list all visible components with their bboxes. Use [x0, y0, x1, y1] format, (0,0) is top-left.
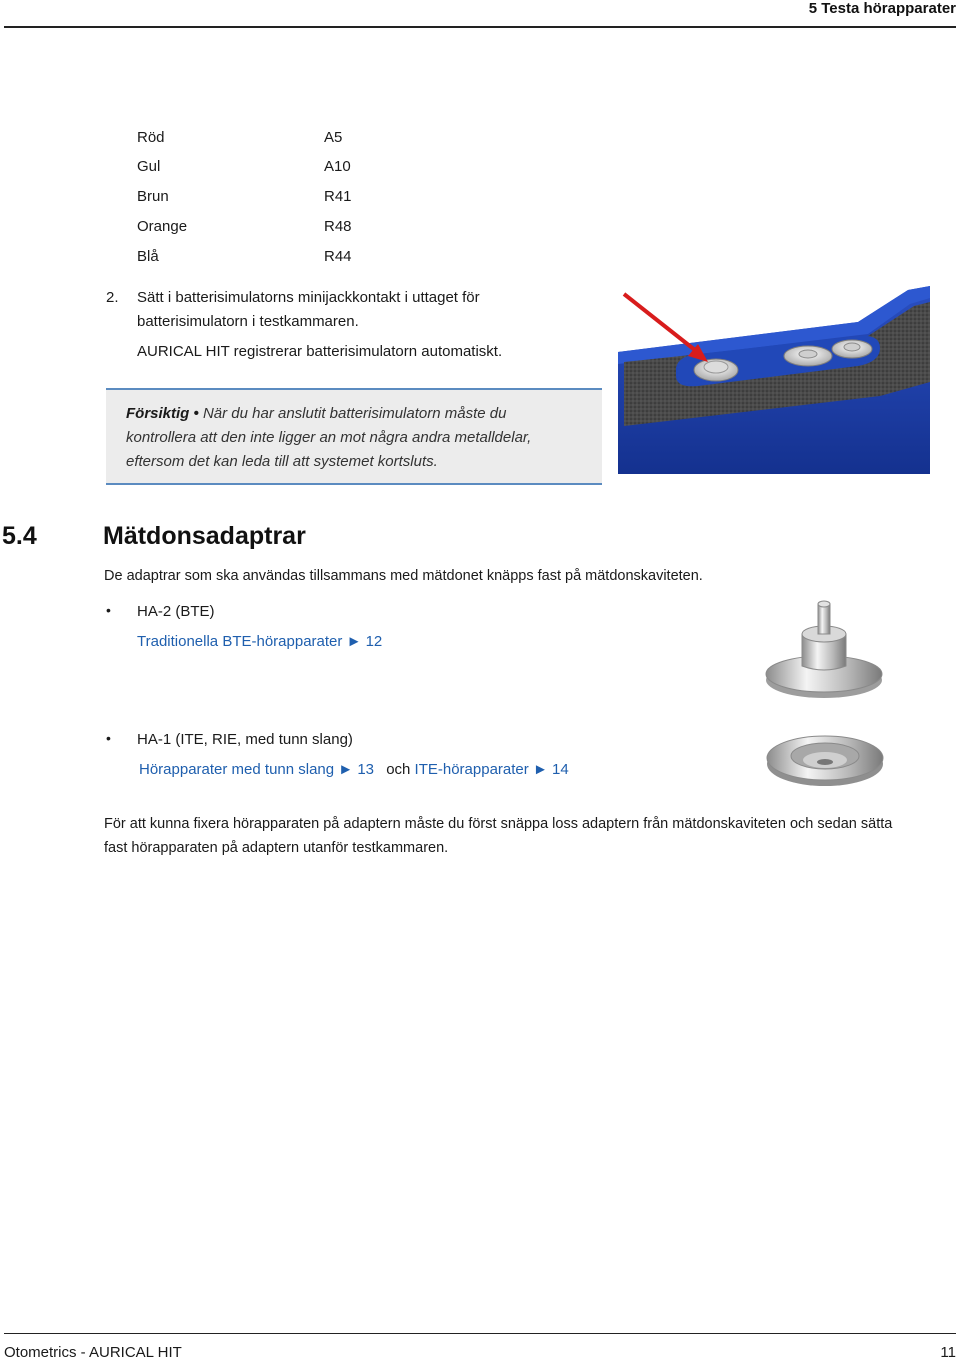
battery-size: A5 — [324, 129, 343, 146]
caution-line: eftersom det kan leda till att systemet kortsluts. — [126, 453, 438, 470]
table-row — [137, 218, 352, 238]
ha2-adapter-image — [762, 598, 890, 706]
adapter-reference[interactable] — [139, 758, 569, 782]
paragraph-line: fast hörapparaten på adaptern utanför testkammaren. — [104, 840, 449, 856]
footer-page-number: 11 — [940, 1344, 956, 1361]
caution-message: När du har anslutit batterisimulatorn måste du — [202, 405, 507, 422]
step-line: batterisimulatorn i testkammaren. — [137, 313, 359, 330]
page-number-link[interactable]: 14 — [551, 761, 569, 778]
section-intro: De adaptrar som ska användas tillsammans med mätdonet knäpps fast på mätdonskaviteten. — [104, 568, 703, 584]
adapter-reference[interactable] — [137, 630, 382, 654]
battery-simulator-socket-image — [618, 286, 930, 474]
battery-color: Gul — [137, 158, 161, 175]
section-number: 5.4 — [2, 522, 37, 550]
table-row — [137, 248, 352, 268]
ha1-adapter-image — [762, 724, 890, 792]
page-arrow-icon: ► — [346, 633, 362, 650]
step-line: Sätt i batterisimulatorns minijackkontakt i uttaget för — [137, 289, 480, 306]
header-divider — [4, 26, 956, 28]
adapter-name: HA-1 (ITE, RIE, med tunn slang) — [137, 731, 353, 748]
battery-size: R44 — [324, 248, 352, 265]
page-number-link[interactable]: 12 — [365, 633, 383, 650]
battery-size: A10 — [324, 158, 351, 175]
battery-color: Blå — [137, 248, 159, 265]
battery-size: R41 — [324, 188, 352, 205]
caution-line — [126, 402, 596, 426]
page-header-title: 5 Testa hörapparater — [808, 0, 956, 17]
battery-color: Röd — [137, 129, 165, 146]
cross-reference-link[interactable]: Traditionella BTE-hörapparater — [137, 633, 343, 650]
step-text — [137, 286, 597, 364]
page-arrow-icon: ► — [338, 761, 354, 778]
footer-document-title: Otometrics - AURICAL HIT — [4, 1344, 182, 1361]
footer-divider — [4, 1333, 956, 1334]
closing-paragraph — [104, 812, 944, 860]
section-title: Mätdonsadaptrar — [103, 522, 306, 550]
table-row — [137, 129, 343, 149]
adapter-name: HA-2 (BTE) — [137, 603, 215, 620]
caution-line: kontrollera att den inte ligger an mot några andra metalldelar, — [126, 429, 532, 446]
reference-joiner: och — [386, 761, 411, 778]
caution-separator: • — [193, 405, 199, 422]
step-number: 2. — [106, 289, 119, 306]
battery-size: R48 — [324, 218, 352, 235]
step-result: AURICAL HIT registrerar batterisimulatorn automatiskt. — [137, 343, 503, 360]
page-number-link[interactable]: 13 — [357, 761, 375, 778]
page-arrow-icon: ► — [532, 761, 548, 778]
battery-color: Brun — [137, 188, 169, 205]
cross-reference-link[interactable]: ITE-hörapparater — [414, 761, 529, 778]
caution-text — [126, 402, 596, 474]
cross-reference-link[interactable]: Hörapparater med tunn slang — [139, 761, 335, 778]
bullet-marker: • — [106, 730, 111, 746]
table-row — [137, 188, 352, 208]
battery-color: Orange — [137, 218, 188, 235]
caution-label: Försiktig — [126, 405, 190, 422]
paragraph-line: För att kunna fixera hörapparaten på adaptern måste du först snäppa loss adaptern från mätdonskaviteten och sedan sätta — [104, 816, 893, 832]
table-row — [137, 158, 351, 178]
bullet-marker: • — [106, 602, 111, 618]
caution-box — [106, 388, 602, 485]
